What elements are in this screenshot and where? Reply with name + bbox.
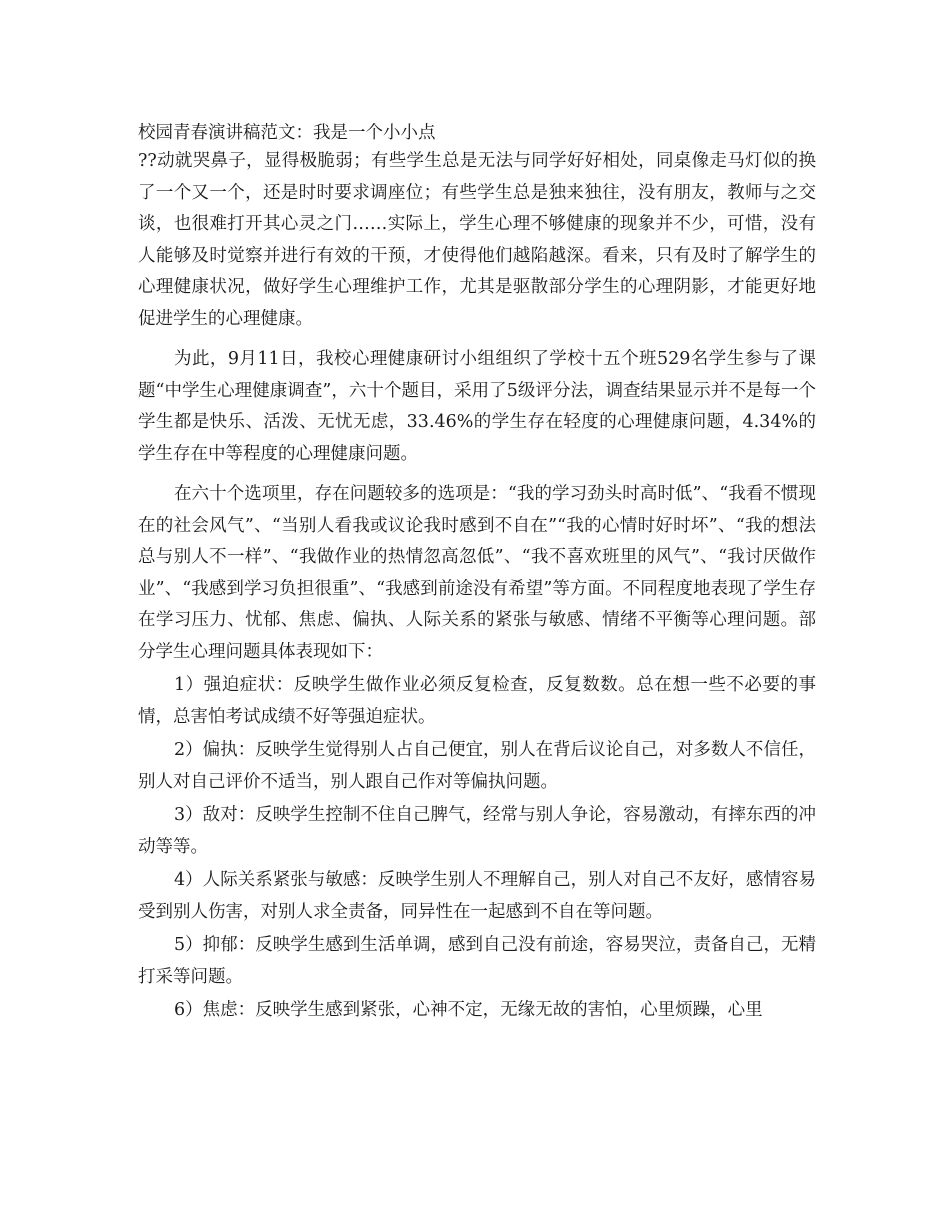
- document-body: [138, 146, 816, 1027]
- paragraph-2: 为此，9月11日，我校心理健康研讨小组组织了学校十五个班529名学生参与了课题“中学生心理健康调查”，六十个题目，采用了5级评分法，调查结果显示并不是每一个学生都是快乐、活泼、无忧无虑，33.46%的学生存在轻度的心理健康问题，4.34%的学生存在中等程度的心理健康问题。: [138, 349, 816, 464]
- list-item-paranoia: 2）偏执：反映学生觉得别人占自己便宜，别人在背后议论自己，对多数人不信任，别人对自己评价不适当，别人跟自己作对等偏执问题。: [138, 740, 816, 792]
- paragraph-3: 在六十个选项里，存在问题较多的选项是：“我的学习劲头时高时低”、“我看不惯现在的社会风气”、“当别人看我或议论我时感到不自在”“我的心情时好时坏”、“我的想法总与别人不一样”、“我做作业的热情忽高忽低”、“我不喜欢班里的风气”、“我讨厌做作业”、“我感到学习负担很重”、“我感到前途没有希望”等方面。不同程度地表现了学生存在学习压力、忧郁、焦虑、偏执、人际关系的紧张与敏感、情绪不平衡等心理问题。部分学生心理问题具体表现如下：: [138, 484, 816, 662]
- list-item-anxiety: 6）焦虑：反映学生感到紧张，心神不定，无缘无故的害怕，心里烦躁，心里: [174, 1000, 763, 1020]
- list-item-depression: 5）抑郁：反映学生感到生活单调，感到自己没有前途，容易哭泣，责备自己，无精打采等问题。: [138, 935, 816, 987]
- paragraph-1: ??动就哭鼻子，显得极脆弱；有些学生总是无法与同学好好相处，同桌像走马灯似的换了一个又一个，还是时时要求调座位；有些学生总是独来独往，没有朋友，教师与之交谈，也很难打开其心灵之门……实际上，学生心理不够健康的现象并不少，可惜，没有人能够及时觉察并进行有效的干预，才使得他们越陷越深。看来，只有及时了解学生的心理健康状况，做好学生心理维护工作，尤其是驱散部分学生的心理阴影，才能更好地促进学生的心理健康。: [138, 151, 816, 329]
- list-item-hostility: 3）敌对：反映学生控制不住自己脾气，经常与别人争论，容易激动，有摔东西的冲动等等。: [138, 805, 816, 857]
- list-item-obsessive: 1）强迫症状：反映学生做作业必须反复检查，反复数数。总在想一些不必要的事情，总害怕考试成绩不好等强迫症状。: [138, 675, 816, 727]
- list-item-interpersonal: 4）人际关系紧张与敏感：反映学生别人不理解自己，别人对自己不友好，感情容易受到别人伤害，对别人求全责备，同异性在一起感到不自在等问题。: [138, 870, 816, 922]
- document-title: 校园青春演讲稿范文：我是一个小小点: [138, 123, 436, 143]
